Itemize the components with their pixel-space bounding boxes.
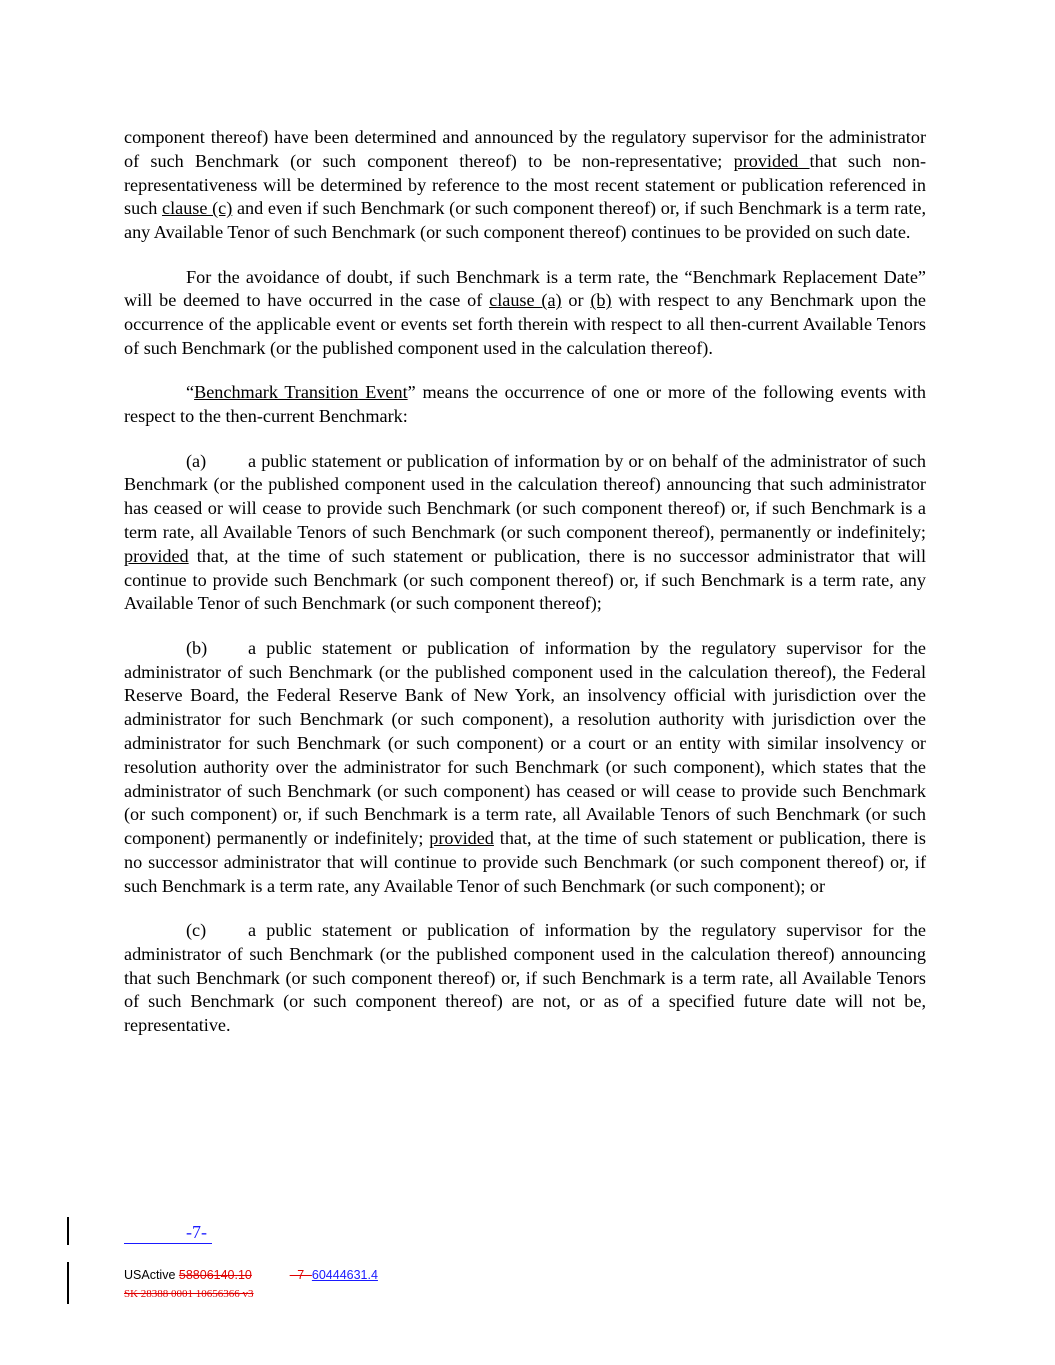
clause-b-paragraph [124,637,926,899]
document-body [124,126,926,1059]
clause-label-c: (c) [186,920,207,941]
clause-reference-b: (b) [590,290,612,311]
text-run: “ [186,382,195,403]
text-run: that, at the time of such statement or publication, there is no successor administrator that will continue to provide such Benchmark (or such component thereof) or, if such Benchmark is a term rate, any Available Tenor of such Benchmark (or such component thereof); [124,545,926,614]
paragraph-avoidance-of-doubt [124,266,926,361]
text-run: ” means the occurrence of one or more of the following events with respect to the then-current Benchmark: [124,382,927,427]
clause-reference-c: clause (c) [162,198,233,219]
clause-c-paragraph [124,919,926,1038]
clause-reference-a: clause (a) [489,290,562,311]
inserted-doc-id: 60444631.4 [311,1268,378,1282]
text-run: a public statement or publication of information by or on behalf of the administrator of such Benchmark (or the published component used in the calculation thereof) announcing that such administrator has ceased or will cease to provide such Benchmark (or such component thereof) or, if such Benchmark is a term rate, all Available Tenors of such Benchmark (or such component thereof), permanently or indefinitely; [124,450,926,542]
change-bar [67,1262,69,1304]
clause-label-b: (b) [186,637,208,658]
text-run: a public statement or publication of information by the regulatory supervisor for the administrator of such Benchmark (or the published component used in the calculation thereof), the Federal Reserve Board, the Federal Reserve Bank of New York, an insolvency official with jurisdiction over the administrator for such Benchmark (or such component), a resolution authority with jurisdiction over the administrator for such Benchmark (or such component) or a court or an entity with similar insolvency or resolution authority over the administrator for such Benchmark (or such component), which states that the administrator of such Benchmark (or such component) has ceased or will cease to provide such Benchmark (or such component) or, if such Benchmark is a term rate, all Available Tenors of such Benchmark (or such component) permanently or indefinitely; [124,637,926,849]
text-run: and even if such Benchmark (or such component thereof) or, if such Benchmark is a term rate, any Available Tenor of such Benchmark (or such component thereof) continues to be provided on such date. [124,198,926,243]
text-run: component thereof) have been determined and announced by the regulatory supervisor for the administrator of such Benchmark (or such component thereof) to be non-representative; [124,127,926,171]
text-run: that such non-representativeness will be determined by reference to the most recent statement or publication referenced in such [124,150,926,219]
underlined-term-provided: provided [733,150,810,171]
clause-label-a: (a) [186,450,207,471]
deleted-sub-doc-id: SK 28388 0001 10656366 v3 [124,1288,254,1300]
document-id-footer [124,1268,378,1282]
paragraph-replacement-date-continued [124,126,926,245]
defined-term: Benchmark Transition Event [194,382,408,403]
paragraph-transition-event-definition [124,381,926,429]
text-run: with respect to any Benchmark upon the occurrence of the applicable event or events set forth therein with respect to all then-current Available Tenors of such Benchmark (or the published component used in the calculation thereof). [124,290,926,358]
text-run: For the avoidance of doubt, if such Benchmark is a term rate, the “Benchmark Replacement Date” will be deemed to have occurred in the case of [124,266,926,311]
change-bar [67,1217,69,1245]
text-run: a public statement or publication of information by the regulatory supervisor for the administrator of such Benchmark (or the published component used in the calculation thereof) announcing that such Benchmark (or such component thereof) or, if such Benchmark is a term rate, all Available Tenors of such Benchmark (or such component thereof) are not, or as of a specified future date will not be, representative. [124,920,926,1036]
deleted-doc-id: 58806140.10 [178,1268,252,1282]
text-run: or [561,290,591,311]
clause-a-paragraph [124,450,926,617]
underlined-term-provided: provided [429,828,494,849]
text-run: that, at the time of such statement or publication, there is no successor administrator that will continue to provide such Benchmark (or such component thereof) or, if such Benchmark is a term rate, any Available Tenor of such Benchmark (or such component); or [124,828,926,896]
deleted-page-marker: - 7 - [289,1268,312,1282]
doc-prefix: USActive [124,1268,179,1282]
underlined-term-provided: provided [124,545,189,566]
page-number: -7- [124,1222,212,1244]
